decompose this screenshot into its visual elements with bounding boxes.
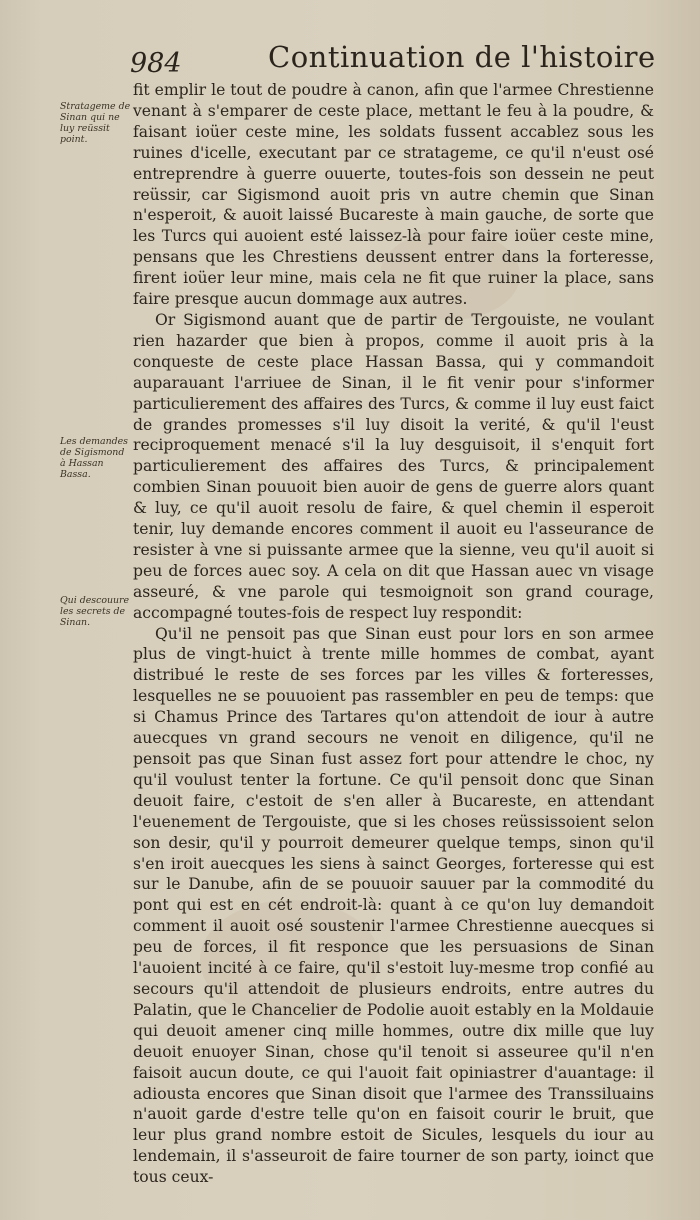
paragraph: Qu'il ne pensoit pas que Sinan eust pour lors en son armee plus de vingt-huict à trente mille hommes de combat, ayant distribué le reste de ses forces par les villes & forteresses, lesquelles ne se pouuoient pas rassembler en peu de temps: que si Chamus Prince des Tartares qu'on attendoit de iour à autre auecques vn grand secours ne venoit en diligence, qu'il ne pensoit pas que Sinan fust assez fort pour attendre le choc, ny qu'il voulust tenter la fortune. Ce qu'il pensoit donc que Sinan deuoit faire, c'estoit de s'en aller à Bucareste, en attendant l'euenement de Tergouiste, que si les choses reüssissoient selon son desir, qu'il y pourroit demeurer quelque temps, sinon qu'il s'en iroit auecques les siens à sainct Georges, forteresse qui est sur le Danube, afin de se pouuoir sauuer par la commodité du pont qui est en cét endroit-là: quant à ce qu'on luy demandoit comment il auoit osé soustenir l'armee Chrestienne auecques si peu de forces, il fit responce que les persuasions de Sinan l'auoient incité à ce faire, qu'il s'estoit luy-mesme trop confié au secours qu'il attendoit de plusieurs endroits, entre autres du Palatin, que le Chancelier de Podolie auoit estably en la Moldauie qui deuoit amener cinq mille hommes, outre dix mille que luy deuoit enuoyer Sinan, chose qu'il tenoit si asseuree qu'il n'en faisoit aucun doute, ce qui l'auoit fait opiniastrer d'auantage: il adiousta encores que Sinan disoit que l'armee des Transsiluains n'auoit garde d'estre telle qu'on en faisoit courir le bruit, que leur plus grand nombre estoit de Sicules, lesquels du iour au lendemain, il s'asseuroit de faire tourner de son party, ioinct que tous ceux- (133, 624, 654, 1187)
running-title: Continuation de l'histoire (268, 40, 656, 74)
body-text (133, 80, 654, 1188)
margin-note-stratageme: Stratageme de Sinan qui ne luy reüssit point. (60, 101, 131, 145)
page-header (128, 38, 668, 78)
paragraph: Or Sigismond auant que de partir de Tergouiste, ne voulant rien hazarder que bien à propos, comme il auoit pris à la conqueste de ceste place Hassan Bassa, qui y commandoit auparauant l'arriuee de Sinan, il le fit venir pour s'informer particulierement des affaires des Turcs, & comme il luy eust faict de grandes promesses s'il luy disoit la verité, & qu'il l'eust reciproquement menacé s'il la luy desguisoit, il s'enquit fort particulierement des affaires des Turcs, & principalement combien Sinan pouuoit bien auoir de gens de guerre alors quant & luy, ce qu'il auoit resolu de faire, & quel chemin il esperoit tenir, luy demande encores comment il auoit eu l'asseurance de resister à vne si puissante armee que la sienne, veu qu'il auoit si peu de forces auec soy. A cela on dit que Hassan auec vn visage asseuré, & vne parole qui tesmoignoit son grand courage, accompagné toutes-fois de respect luy respondit: (133, 310, 654, 622)
page-number: 984 (130, 48, 182, 79)
paragraph: fit emplir le tout de poudre à canon, afin que l'armee Chrestienne venant à s'emparer de ceste place, mettant le feu à la poudre, & faisant ioüer ceste mine, les soldats fussent accablez sous les ruines d'icelle, executant par ce stratageme, ce qu'il n'eust osé entreprendre à guerre ouuerte, toutes-fois son dessein ne peut reüssir, car Sigismond auoit pris vn autre chemin que Sinan n'esperoit, & auoit laissé Bucareste à main gauche, de sorte que les Turcs qui auoient esté laissez-là pour faire ioüer ceste mine, pensans que les Chrestiens deussent entrer dans la forteresse, firent ioüer leur mine, mais cela ne fit que ruiner la place, sans faire presque aucun dommage aux autres. (133, 81, 654, 309)
margin-note-secrets: Qui descouure les secrets de Sinan. (60, 595, 130, 628)
margin-note-demandes: Les demandes de Sigismond à Hassan Bassa. (60, 436, 128, 480)
